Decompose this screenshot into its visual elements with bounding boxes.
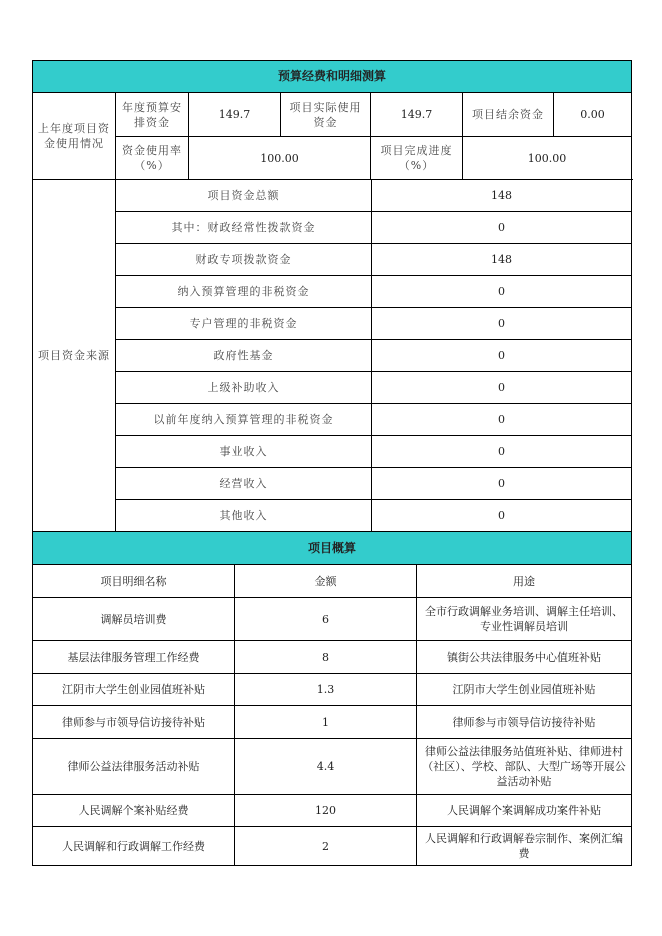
item-amount: 4.4 xyxy=(235,739,417,795)
source-name: 政府性基金 xyxy=(116,340,372,372)
item-name: 调解员培训费 xyxy=(33,598,235,641)
actual-label: 项目实际使用资金 xyxy=(281,93,371,137)
source-value: 0 xyxy=(372,500,632,532)
rate-label: 资金使用率（%） xyxy=(116,137,189,180)
source-value: 0 xyxy=(372,340,632,372)
overview-table xyxy=(32,531,632,866)
source-name: 其他收入 xyxy=(116,500,372,532)
source-row xyxy=(33,308,632,340)
source-row xyxy=(33,500,632,532)
item-name: 基层法律服务管理工作经费 xyxy=(33,641,235,674)
funding-source-table xyxy=(32,179,632,532)
table-row xyxy=(33,641,632,674)
source-label: 项目资金来源 xyxy=(33,180,116,532)
table-row xyxy=(33,739,632,795)
table-row xyxy=(33,827,632,866)
source-name: 以前年度纳入预算管理的非税资金 xyxy=(116,404,372,436)
rate-value: 100.00 xyxy=(189,137,371,180)
source-value: 0 xyxy=(372,276,632,308)
budget-label: 年度预算安排资金 xyxy=(116,93,189,137)
budget-value: 149.7 xyxy=(189,93,281,137)
source-value: 0 xyxy=(372,212,632,244)
source-value: 0 xyxy=(372,372,632,404)
item-name: 人民调解个案补贴经费 xyxy=(33,795,235,827)
item-name: 律师公益法律服务活动补贴 xyxy=(33,739,235,795)
item-name: 江阴市大学生创业园值班补贴 xyxy=(33,674,235,706)
item-name: 人民调解和行政调解工作经费 xyxy=(33,827,235,866)
source-row xyxy=(33,340,632,372)
item-use: 人民调解和行政调解卷宗制作、案例汇编费 xyxy=(417,827,632,866)
header-name: 项目明细名称 xyxy=(33,565,235,598)
item-amount: 2 xyxy=(235,827,417,866)
balance-label: 项目结余资金 xyxy=(463,93,554,137)
source-row xyxy=(33,436,632,468)
item-use: 律师公益法律服务站值班补贴、律师进村（社区）、学校、部队、大型广场等开展公益活动补贴 xyxy=(417,739,632,795)
table-row xyxy=(33,598,632,641)
source-name: 上级补助收入 xyxy=(116,372,372,404)
item-use: 人民调解个案调解成功案件补贴 xyxy=(417,795,632,827)
header-amount: 金额 xyxy=(235,565,417,598)
item-amount: 8 xyxy=(235,641,417,674)
item-amount: 1.3 xyxy=(235,674,417,706)
progress-value: 100.00 xyxy=(463,137,632,180)
table-row xyxy=(33,674,632,706)
prev-year-label: 上年度项目资金使用情况 xyxy=(33,93,116,180)
source-row xyxy=(33,404,632,436)
source-row xyxy=(33,244,632,276)
prev-year-table xyxy=(32,60,632,180)
source-name: 经营收入 xyxy=(116,468,372,500)
source-value: 0 xyxy=(372,468,632,500)
overview-title: 项目概算 xyxy=(33,532,632,565)
source-row xyxy=(33,468,632,500)
source-name: 项目资金总额 xyxy=(116,180,372,212)
source-value: 0 xyxy=(372,404,632,436)
source-name: 财政专项拨款资金 xyxy=(116,244,372,276)
item-name: 律师参与市领导信访接待补贴 xyxy=(33,706,235,739)
source-name: 专户管理的非税资金 xyxy=(116,308,372,340)
item-amount: 1 xyxy=(235,706,417,739)
source-row xyxy=(33,372,632,404)
source-value: 0 xyxy=(372,436,632,468)
source-value: 0 xyxy=(372,308,632,340)
item-use: 江阴市大学生创业园值班补贴 xyxy=(417,674,632,706)
item-use: 全市行政调解业务培训、调解主任培训、专业性调解员培训 xyxy=(417,598,632,641)
source-row xyxy=(33,212,632,244)
section-title: 预算经费和明细测算 xyxy=(33,61,632,93)
header-use: 用途 xyxy=(417,565,632,598)
table-row xyxy=(33,706,632,739)
source-value: 148 xyxy=(372,244,632,276)
source-name: 其中：财政经常性拨款资金 xyxy=(116,212,372,244)
table-row xyxy=(33,795,632,827)
actual-value: 149.7 xyxy=(371,93,463,137)
item-use: 镇街公共法律服务中心值班补贴 xyxy=(417,641,632,674)
item-amount: 120 xyxy=(235,795,417,827)
source-name: 事业收入 xyxy=(116,436,372,468)
source-row xyxy=(33,180,632,212)
item-amount: 6 xyxy=(235,598,417,641)
source-value: 148 xyxy=(372,180,632,212)
source-name: 纳入预算管理的非税资金 xyxy=(116,276,372,308)
progress-label: 项目完成进度（%） xyxy=(371,137,463,180)
source-row xyxy=(33,276,632,308)
budget-document xyxy=(32,61,631,866)
balance-value: 0.00 xyxy=(554,93,632,137)
item-use: 律师参与市领导信访接待补贴 xyxy=(417,706,632,739)
